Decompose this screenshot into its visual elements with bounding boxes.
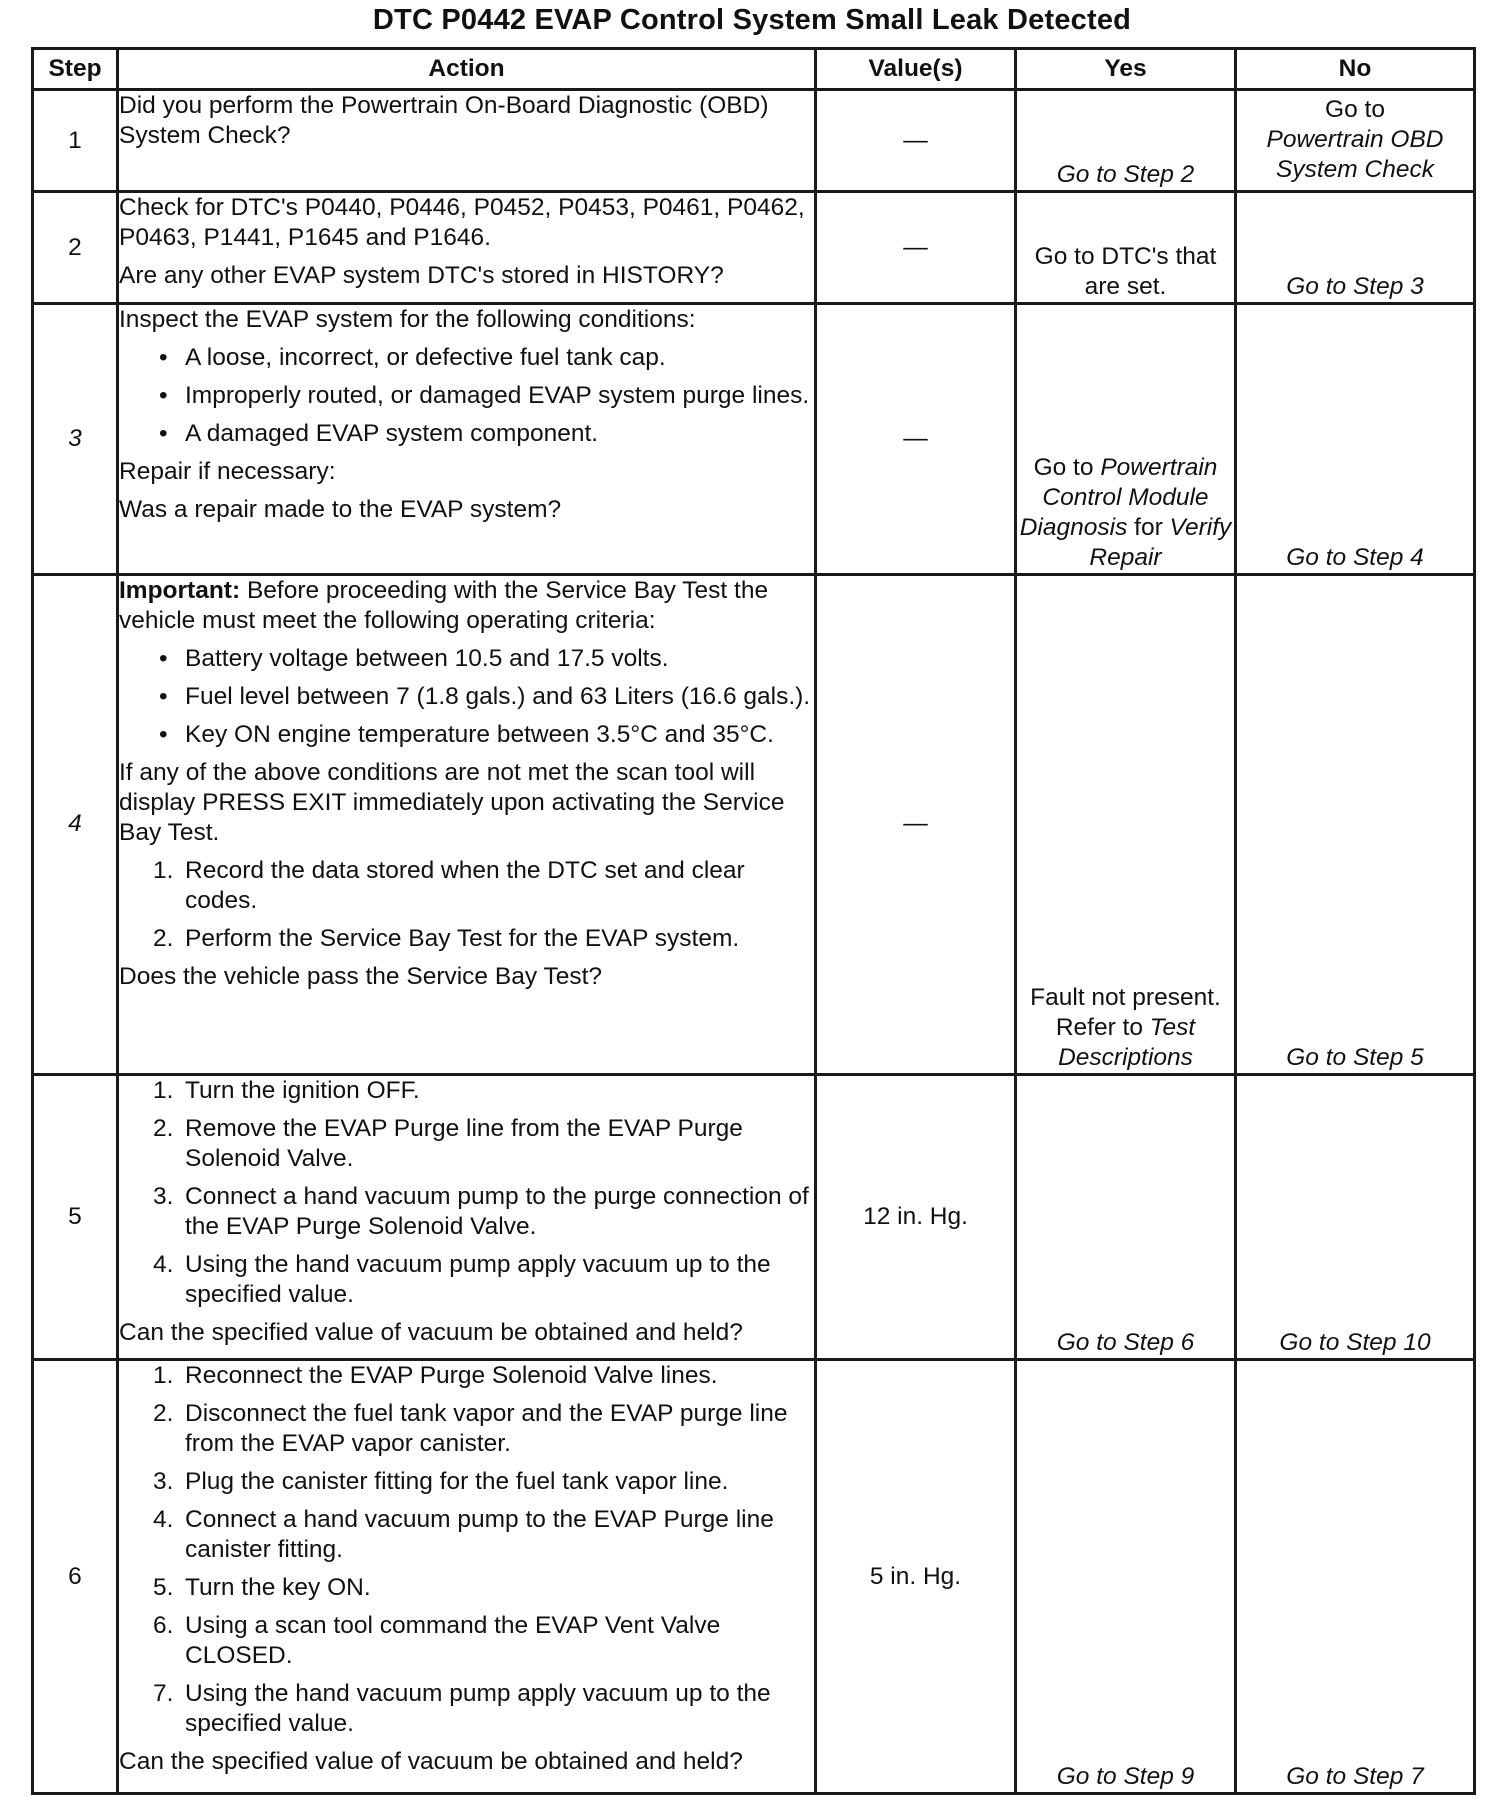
numbered-item: 1. Reconnect the EVAP Purge Solenoid Valve lines. — [153, 1362, 718, 1390]
numbered-text: Turn the ignition OFF. — [185, 1076, 420, 1104]
action-cell — [118, 574, 816, 1074]
value-cell: 5 in. Hg. — [816, 1360, 1016, 1794]
action-text: Check for DTC's P0440, P0446, P0452, P0453, P0461, P0462, P0463, P1441, P1645 and P1646. — [119, 194, 805, 252]
important-text: Before proceeding with the Service Bay Test the vehicle must meet the following operating criteria: — [119, 576, 769, 634]
table-row — [33, 90, 1475, 192]
numbered-item: 4. Connect a hand vacuum pump to the EVAP Purge line canister fitting. — [153, 1506, 774, 1564]
action-cell — [118, 192, 816, 304]
yes-cell — [1016, 304, 1236, 574]
table-row — [33, 574, 1475, 1074]
no-prefix: Go to — [1325, 96, 1385, 123]
yes-prefix: Fault not present. Refer to — [1030, 983, 1221, 1041]
numbered-item: 6. Using a scan tool command the EVAP Vent Valve CLOSED. — [153, 1612, 721, 1670]
yes-link-2[interactable]: Verify Repair — [1089, 513, 1232, 571]
numbered-item: 2. Remove the EVAP Purge line from the EVAP Purge Solenoid Valve. — [153, 1114, 743, 1172]
step-number: 4 — [33, 574, 118, 1074]
action-question: Was a repair made to the EVAP system? — [119, 496, 562, 524]
yes-link[interactable]: Powertrain Control Module Diagnosis — [1019, 453, 1218, 541]
action-question: Are any other EVAP system DTC's stored in HISTORY? — [119, 262, 724, 290]
no-link[interactable]: Powertrain OBD System Check — [1266, 126, 1444, 183]
important-note — [119, 576, 814, 636]
step-number: 5 — [33, 1074, 118, 1360]
numbered-item: 3. Plug the canister fitting for the fuel tank vapor line. — [153, 1468, 729, 1496]
numbered-item: 2. Disconnect the fuel tank vapor and the EVAP purge line from the EVAP vapor canister. — [153, 1400, 788, 1458]
important-label: Important: — [119, 576, 241, 604]
numbered-item: 1. Record the data stored when the DTC set and clear codes. — [153, 856, 745, 914]
bullet-item: • Key ON engine temperature between 3.5°C and 35°C. — [119, 720, 814, 750]
step-number: 6 — [33, 1360, 118, 1794]
yes-cell — [1016, 574, 1236, 1074]
numbered-item: 1. Turn the ignition OFF. — [153, 1076, 420, 1104]
yes-mid: for — [1134, 513, 1163, 541]
no-cell: Go to Step 4 — [1236, 304, 1475, 574]
header-yes: Yes — [1016, 49, 1236, 90]
action-text: Did you perform the Powertrain On-Board Diagnostic (OBD) System Check? — [119, 92, 769, 149]
action-cell — [118, 304, 816, 574]
numbered-item: 2. Perform the Service Bay Test for the EVAP system. — [153, 924, 740, 952]
value-cell: — — [816, 574, 1016, 1074]
bullet-item: • A damaged EVAP system component. — [119, 419, 814, 449]
yes-link[interactable]: Test Descriptions — [1058, 1013, 1196, 1071]
numbered-item: 5. Turn the key ON. — [153, 1574, 371, 1602]
yes-cell: Go to Step 9 — [1016, 1360, 1236, 1794]
numbered-text: Perform the Service Bay Test for the EVAP system. — [185, 924, 740, 952]
action-note: If any of the above conditions are not met the scan tool will display PRESS EXIT immediately upon activating the Service Bay Test. — [119, 758, 785, 846]
action-cell — [118, 90, 816, 192]
yes-cell: Go to DTC's that are set. — [1016, 192, 1236, 304]
numbered-text: Plug the canister fitting for the fuel tank vapor line. — [185, 1468, 729, 1496]
yes-prefix: Go to — [1033, 453, 1094, 481]
action-cell — [118, 1360, 816, 1794]
page-title: DTC P0442 EVAP Control System Small Leak Detected — [372, 4, 1132, 36]
value-cell: — — [816, 192, 1016, 304]
numbered-item: 3. Connect a hand vacuum pump to the purge connection of the EVAP Purge Solenoid Valve. — [153, 1182, 809, 1240]
numbered-text: Connect a hand vacuum pump to the purge connection of the EVAP Purge Solenoid Valve. — [185, 1182, 809, 1240]
table-header-row — [33, 49, 1475, 90]
numbered-text: Remove the EVAP Purge line from the EVAP Purge Solenoid Valve. — [185, 1114, 743, 1172]
header-step: Step — [33, 49, 118, 90]
no-cell: Go to Step 5 — [1236, 574, 1475, 1074]
yes-cell: Go to Step 6 — [1016, 1074, 1236, 1360]
yes-cell: Go to Step 2 — [1016, 90, 1236, 192]
header-values: Value(s) — [816, 49, 1016, 90]
step-number: 2 — [33, 192, 118, 304]
numbered-item: 4. Using the hand vacuum pump apply vacuum up to the specified value. — [153, 1250, 771, 1308]
action-question: Can the specified value of vacuum be obtained and held? — [119, 1318, 743, 1346]
numbered-text: Reconnect the EVAP Purge Solenoid Valve lines. — [185, 1362, 718, 1390]
value-cell: 12 in. Hg. — [816, 1074, 1016, 1360]
value-cell: — — [816, 304, 1016, 574]
diagnostic-table — [31, 47, 1476, 1795]
action-note: Repair if necessary: — [119, 458, 336, 486]
numbered-item: 7. Using the hand vacuum pump apply vacuum up to the specified value. — [153, 1680, 771, 1738]
action-question: Can the specified value of vacuum be obtained and held? — [119, 1748, 743, 1776]
table-row — [33, 1074, 1475, 1360]
numbered-text: Connect a hand vacuum pump to the EVAP Purge line canister fitting. — [185, 1506, 774, 1564]
bullet-item: • Improperly routed, or damaged EVAP system purge lines. — [119, 381, 814, 411]
numbered-text: Disconnect the fuel tank vapor and the EVAP purge line from the EVAP vapor canister. — [185, 1400, 788, 1458]
header-action: Action — [118, 49, 816, 90]
table-row — [33, 304, 1475, 574]
numbered-text: Using the hand vacuum pump apply vacuum up to the specified value. — [185, 1680, 771, 1738]
action-question: Does the vehicle pass the Service Bay Test? — [119, 962, 603, 990]
bullet-item: • A loose, incorrect, or defective fuel tank cap. — [119, 343, 814, 373]
header-no: No — [1236, 49, 1475, 90]
step-number: 3 — [33, 304, 118, 574]
bullet-item: • Battery voltage between 10.5 and 17.5 volts. — [119, 644, 814, 674]
numbered-text: Using a scan tool command the EVAP Vent Valve CLOSED. — [185, 1612, 721, 1670]
table-row — [33, 1360, 1475, 1794]
action-cell — [118, 1074, 816, 1360]
bullet-item: • Fuel level between 7 (1.8 gals.) and 63 Liters (16.6 gals.). — [119, 682, 814, 712]
no-cell: Go to Step 7 — [1236, 1360, 1475, 1794]
value-cell: — — [816, 90, 1016, 192]
numbered-text: Using the hand vacuum pump apply vacuum up to the specified value. — [185, 1250, 771, 1308]
table-row — [33, 192, 1475, 304]
action-intro: Inspect the EVAP system for the following conditions: — [119, 306, 696, 334]
step-number: 1 — [33, 90, 118, 192]
numbered-text: Record the data stored when the DTC set and clear codes. — [185, 856, 745, 914]
numbered-text: Turn the key ON. — [185, 1574, 371, 1602]
no-cell: Go to Step 10 — [1236, 1074, 1475, 1360]
no-cell — [1236, 90, 1475, 192]
no-cell: Go to Step 3 — [1236, 192, 1475, 304]
